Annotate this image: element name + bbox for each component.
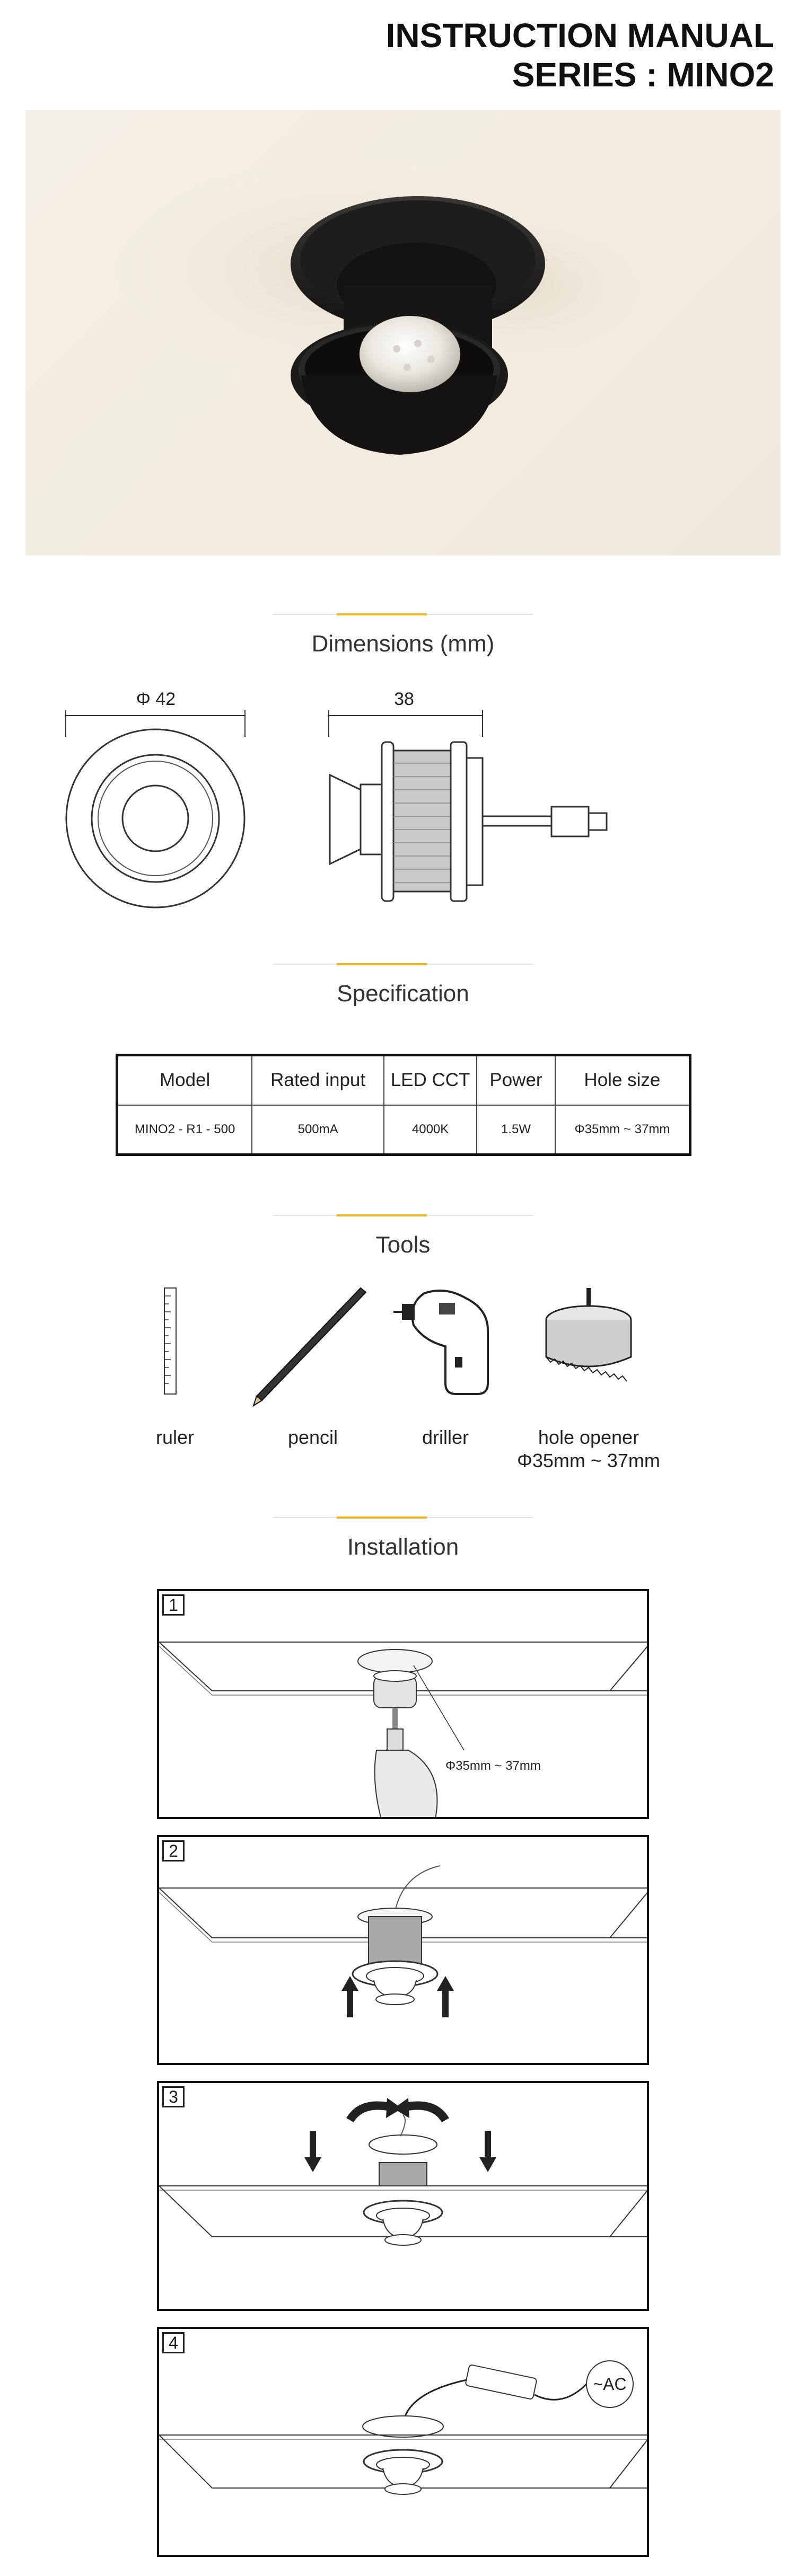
header-rated-input: Rated input [252,1055,384,1105]
section-divider [273,964,533,965]
title-line-2: SERIES : MINO2 [512,56,774,94]
step-number: 2 [162,1840,185,1862]
header-led-cct: LED CCT [384,1055,477,1105]
step-1-note: Φ35mm ~ 37mm [445,1759,541,1773]
ruler-icon [164,1288,176,1394]
dimension-drawing [53,684,647,933]
installation-heading [0,1517,806,1560]
step-1-illustration [159,1591,649,1819]
header-power: Power [477,1055,555,1105]
diameter-label: Φ 42 [136,689,176,709]
tool-label-ruler: ruler [155,1426,195,1448]
section-divider [273,614,533,615]
hole-opener-name: hole opener [538,1426,639,1448]
spec-table [116,1054,691,1156]
tools-title: Tools [375,1232,431,1258]
depth-label: 38 [394,689,414,709]
table-row [117,1105,690,1155]
tools-illustrations [148,1283,658,1415]
tool-label-hole-opener [498,1426,679,1472]
product-photo [25,110,781,555]
driller-icon [393,1291,488,1394]
installation-step-3 [157,2081,649,2311]
cell-led-cct: 4000K [384,1105,477,1155]
step-number: 3 [162,2086,185,2107]
dimensions-title: Dimensions (mm) [311,631,495,657]
spec-table-header-row [117,1055,690,1105]
manual-title [386,16,774,94]
step-number: 1 [162,1594,185,1616]
step-2-illustration [159,1837,649,2065]
tools-heading [0,1215,806,1258]
title-line-1: INSTRUCTION MANUAL [386,16,774,55]
installation-title: Installation [347,1534,459,1560]
hole-opener-size: Φ35mm ~ 37mm [517,1450,660,1471]
step-number: 4 [162,2332,185,2353]
cell-power: 1.5W [477,1105,555,1155]
cell-hole-size: Φ35mm ~ 37mm [555,1105,690,1155]
cell-rated-input: 500mA [252,1105,384,1155]
hole-saw-icon [546,1288,631,1381]
header-model: Model [117,1055,252,1105]
tool-label-pencil: pencil [287,1426,338,1448]
tool-label-driller: driller [422,1426,469,1448]
cell-model: MINO2 - R1 - 500 [117,1105,252,1155]
installation-step-2 [157,1835,649,2065]
ac-power-label: ~AC [593,2375,627,2394]
installation-step-1 [157,1589,649,1819]
step-3-illustration [159,2083,649,2311]
specification-heading [0,964,806,1007]
step-4-illustration [159,2329,649,2557]
product-photo-illustration [25,110,781,555]
section-divider [273,1215,533,1216]
section-divider [273,1517,533,1518]
specification-title: Specification [337,981,469,1007]
installation-step-4 [157,2327,649,2557]
header-hole-size: Hole size [555,1055,690,1105]
pencil-icon [253,1288,366,1406]
dimensions-heading [0,614,806,657]
